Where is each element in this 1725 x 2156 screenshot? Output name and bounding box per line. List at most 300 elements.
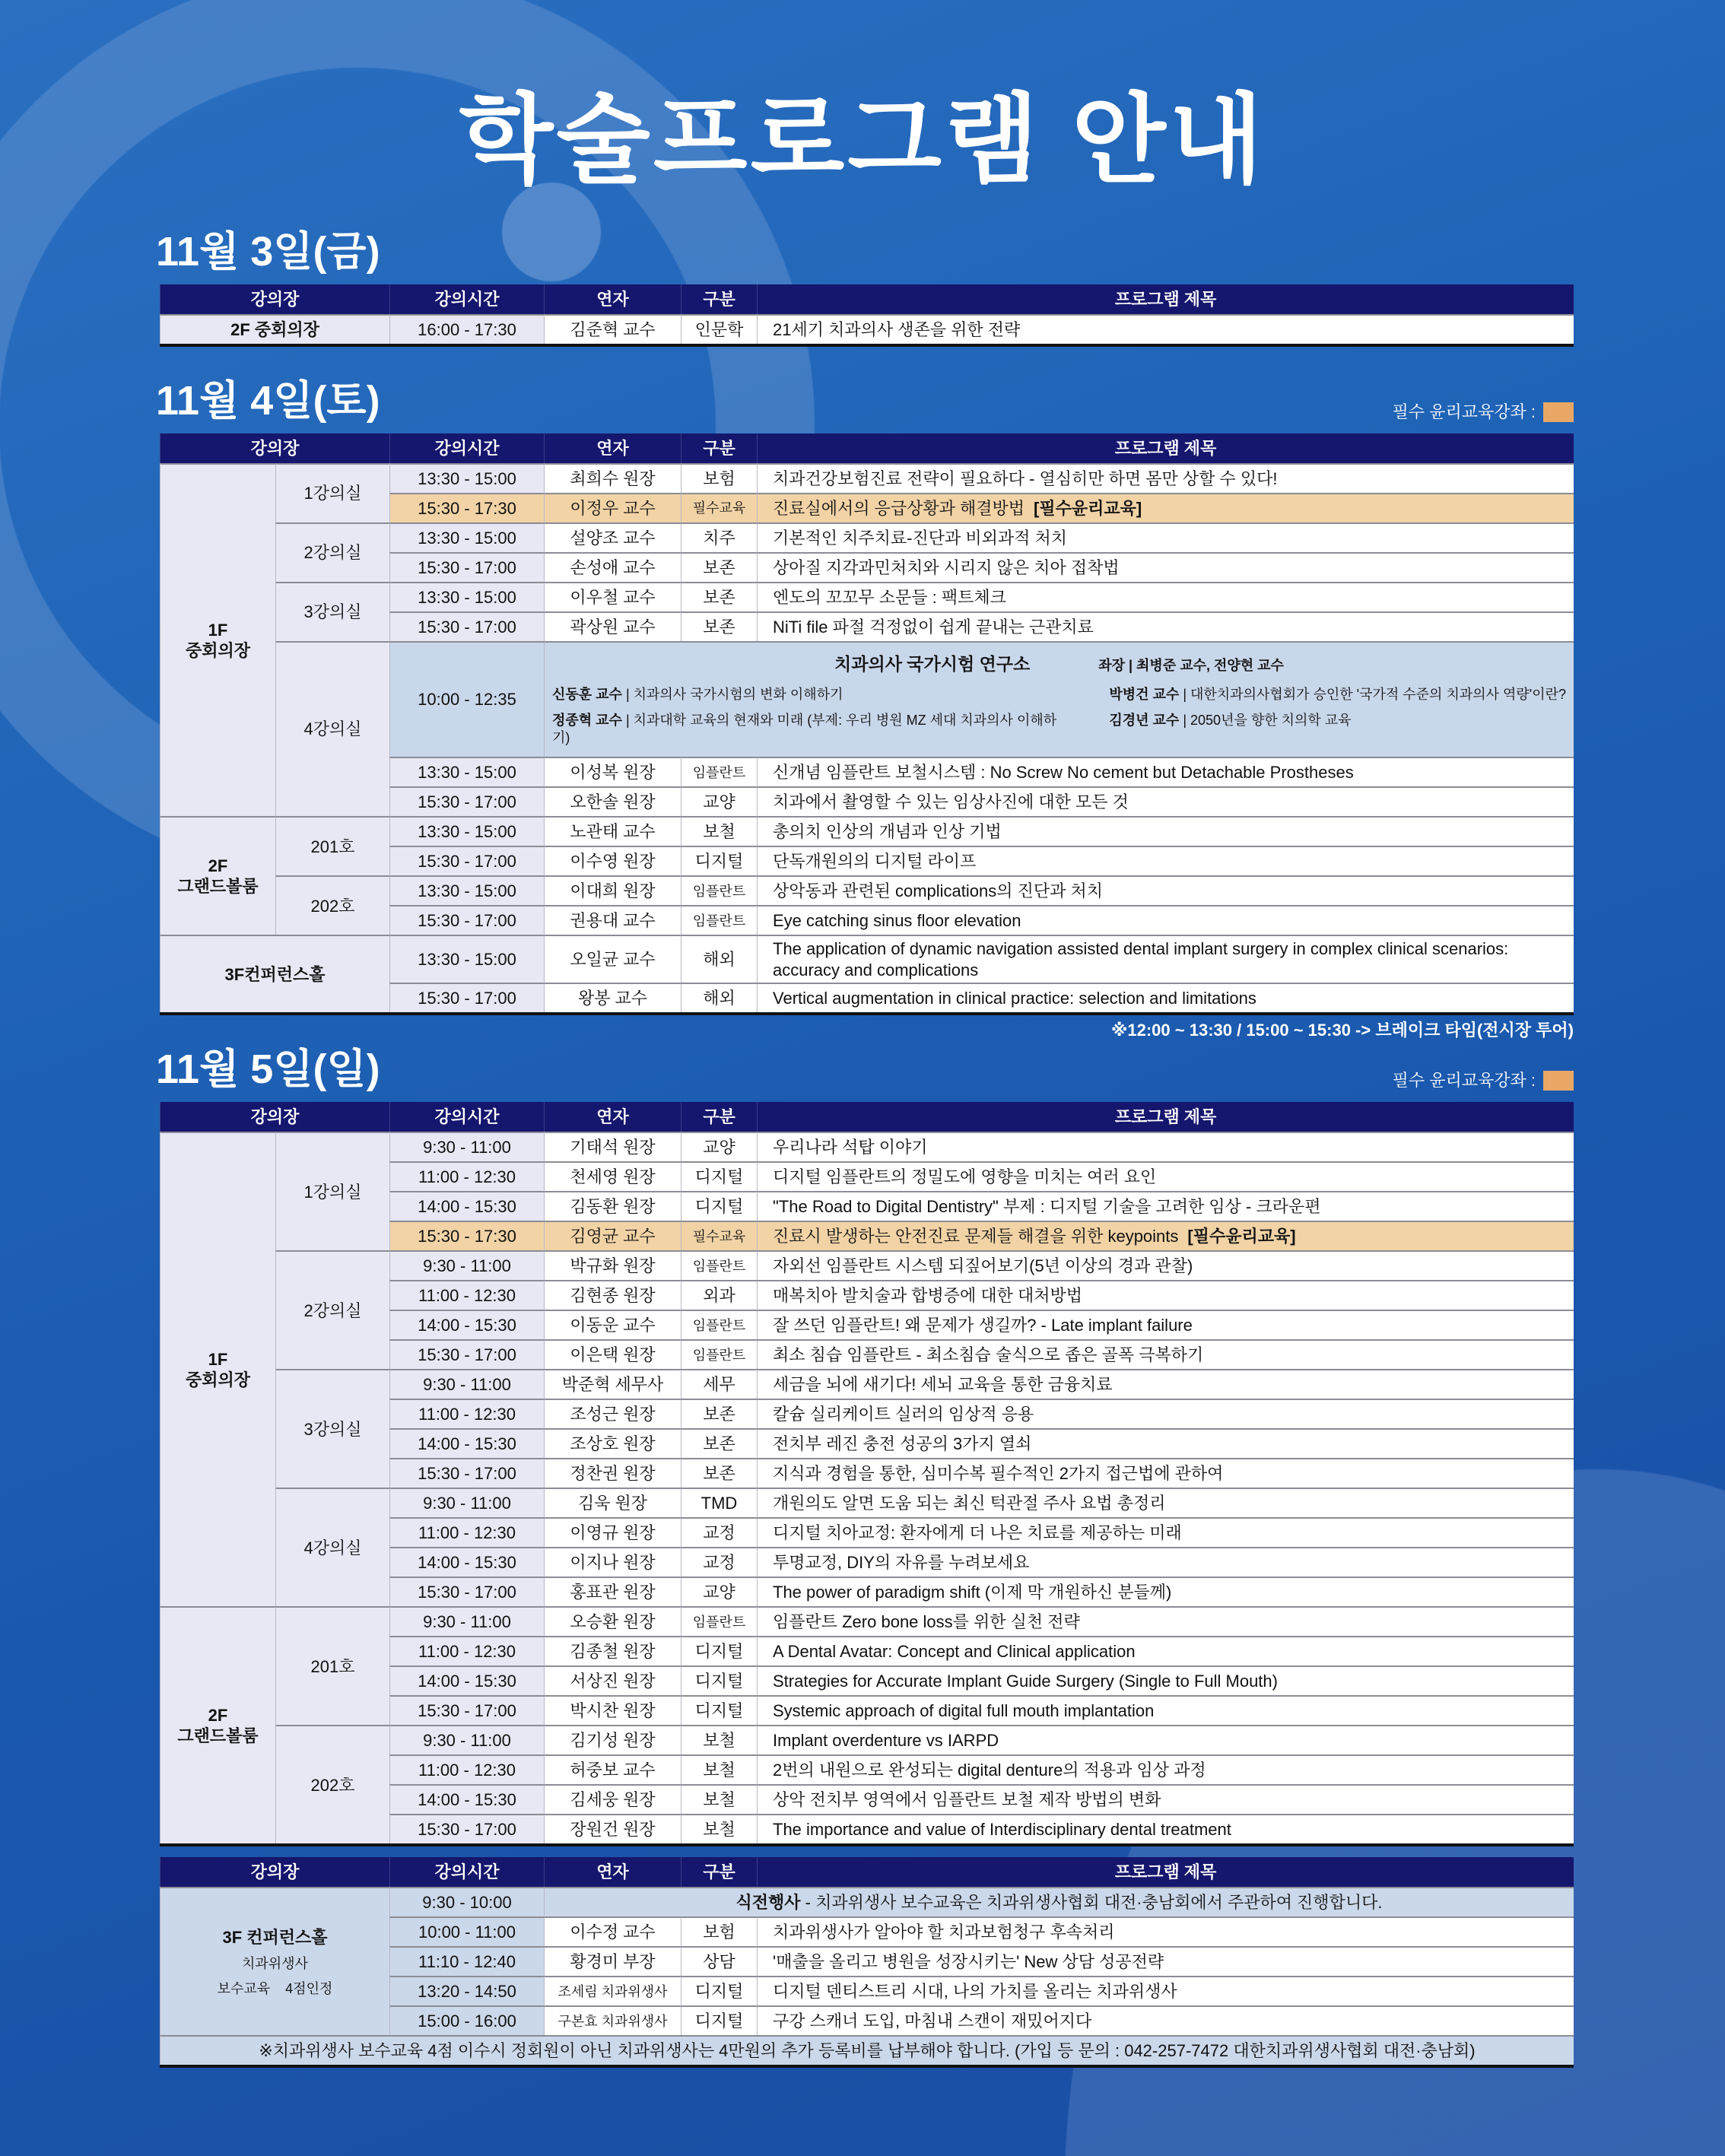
program-title: 단독개원의의 디지털 라이프 xyxy=(773,852,977,871)
speaker-cell: 장원건 원장 xyxy=(544,1814,681,1843)
venue-name: 1F xyxy=(208,1349,228,1369)
speaker-cell: 이대희 원장 xyxy=(544,875,681,905)
program-title-cell xyxy=(757,983,1574,1012)
program-title-wrap xyxy=(773,792,1129,813)
type-cell: 보철 xyxy=(681,1725,757,1754)
venue-cell xyxy=(160,1132,275,1606)
program-title: "The Road to Digital Dentistry" 부제 : 디지털 기술을 고려한 임상 - 크라운편 xyxy=(773,1197,1321,1216)
venue-name: 2F xyxy=(208,856,228,875)
program-title: 디지털 덴티스트리 시대, 나의 가치를 올리는 치과위생사 xyxy=(773,1982,1177,2001)
speaker-cell: 곽상원 교수 xyxy=(544,611,681,641)
time-cell: 11:00 - 12:30 xyxy=(389,1399,544,1428)
symposium-talk xyxy=(552,712,1063,746)
column-header: 연자 xyxy=(544,433,681,463)
program-title-cell xyxy=(757,611,1574,641)
program-title: 우리나라 석탑 이야기 xyxy=(773,1138,928,1157)
speaker-cell: 서상진 원장 xyxy=(544,1665,681,1695)
type-cell: 해외 xyxy=(681,983,757,1012)
type-cell: 교양 xyxy=(681,1132,757,1161)
time-cell: 14:00 - 15:30 xyxy=(389,1191,544,1221)
speaker-cell: 이은택 원장 xyxy=(544,1339,681,1369)
program-title-cell xyxy=(757,1369,1574,1399)
time-cell: 11:00 - 12:30 xyxy=(389,1754,544,1784)
venue-cell xyxy=(160,1606,275,1843)
column-header: 프로그램 제목 xyxy=(757,433,1574,463)
day-heading: 11월 5일(일) xyxy=(156,1046,380,1093)
column-header: 강의시간 xyxy=(389,284,544,314)
time-cell: 15:30 - 17:30 xyxy=(389,1221,544,1250)
program-title-wrap xyxy=(773,1671,1278,1692)
venue-name: 중회의장 xyxy=(185,1370,250,1390)
program-title: 디지털 임플란트의 정밀도에 영향을 미치는 여러 요인 xyxy=(773,1167,1157,1186)
program-title: 구강 스캐너 도입, 마침내 스캔이 재밌어지다 xyxy=(773,2012,1092,2031)
ethics-label: 필수 윤리교육강좌 : xyxy=(1392,402,1536,421)
time-cell: 15:30 - 17:00 xyxy=(389,1695,544,1725)
program-title-cell xyxy=(757,1161,1574,1191)
column-header: 구분 xyxy=(681,1857,757,1887)
program-title-wrap xyxy=(773,1730,999,1751)
program-title-cell xyxy=(757,905,1574,935)
type-cell: 임플란트 xyxy=(681,1606,757,1636)
program-title-wrap xyxy=(773,881,1103,902)
program-title-wrap xyxy=(773,1256,1193,1277)
time-cell: 15:30 - 17:00 xyxy=(389,905,544,935)
ethics-tag: [필수윤리교육] xyxy=(1187,1227,1296,1246)
program-title-wrap xyxy=(773,1167,1156,1188)
program-title: 치과위생사가 알아야 할 치과보험청구 후속처리 xyxy=(773,1923,1115,1942)
schedule-table-nov3 xyxy=(160,284,1574,347)
type-cell: 디지털 xyxy=(681,2005,757,2035)
page-title: 학술프로그램 안내 xyxy=(459,86,1266,195)
program-title-wrap xyxy=(773,1552,1029,1573)
ethics-swatch xyxy=(1543,402,1574,422)
type-cell: 임플란트 xyxy=(681,1310,757,1339)
program-title: 진료실에서의 응급상황과 해결방법 xyxy=(773,498,1025,518)
talk-speaker: 박병건 교수 xyxy=(1109,686,1180,702)
venue-sub: 보수교육 4점인정 xyxy=(217,1980,333,1996)
time-cell: 15:30 - 17:00 xyxy=(389,611,544,641)
program-title-cell xyxy=(757,1221,1574,1250)
time-cell: 15:30 - 17:00 xyxy=(389,1814,544,1843)
program-title: 엔도의 꼬꼬무 소문들 : 팩트체크 xyxy=(773,587,1006,607)
type-cell: 치주 xyxy=(681,522,757,552)
venue-name: 2F xyxy=(208,1705,228,1725)
venue-cell xyxy=(160,463,275,816)
program-title-cell xyxy=(757,1814,1574,1843)
room-cell: 2강의실 xyxy=(275,522,389,582)
column-header: 강의시간 xyxy=(389,1102,544,1132)
speaker-cell: 기태석 원장 xyxy=(544,1132,681,1161)
program-title-cell xyxy=(757,786,1574,816)
program-title: 신개념 임플란트 보철시스템 : No Screw No cement but Detachable Prostheses xyxy=(773,763,1354,782)
time-cell: 11:10 - 12:40 xyxy=(389,1946,544,1976)
time-cell: 11:00 - 12:30 xyxy=(389,1517,544,1547)
room-cell: 2강의실 xyxy=(275,1250,389,1369)
program-title: 상악 전치부 영역에서 임플란트 보철 제작 방법의 변화 xyxy=(773,1790,1161,1809)
symposium-talk xyxy=(1109,712,1566,746)
type-cell: 교양 xyxy=(681,1577,757,1606)
opening-event xyxy=(736,1892,1383,1913)
column-header: 프로그램 제목 xyxy=(757,284,1574,314)
type-cell: 임플란트 xyxy=(681,875,757,905)
program-title-cell xyxy=(757,1946,1574,1976)
type-cell: 인문학 xyxy=(681,314,757,344)
room-cell: 201호 xyxy=(275,816,389,875)
program-title-cell xyxy=(757,1517,1574,1547)
day-header xyxy=(156,377,1574,424)
program-title: 투명교정, DIY의 자유를 누려보세요 xyxy=(773,1553,1030,1572)
time-cell: 15:30 - 17:30 xyxy=(389,493,544,522)
symposium-header xyxy=(834,653,1284,675)
ethics-label: 필수 윤리교육강좌 : xyxy=(1392,1071,1536,1091)
program-title-wrap xyxy=(773,1285,1082,1307)
program-title-cell xyxy=(757,1310,1574,1339)
type-cell: 해외 xyxy=(681,935,757,983)
program-title-wrap xyxy=(773,1463,1223,1484)
program-title-wrap xyxy=(773,557,1120,579)
time-cell: 16:00 - 17:30 xyxy=(389,314,544,344)
type-cell: 임플란트 xyxy=(681,1339,757,1369)
program-title-wrap xyxy=(773,617,1094,638)
program-title-cell xyxy=(757,1547,1574,1577)
program-title-cell xyxy=(757,522,1574,552)
time-cell: 9:30 - 11:00 xyxy=(389,1132,544,1161)
program-title-cell xyxy=(757,1250,1574,1280)
talk-topic: | 치과대학 교육의 현재와 미래 (부제: 우리 병원 MZ 세대 치과의사 이해하기) xyxy=(552,713,1057,745)
program-title-wrap xyxy=(773,851,976,872)
speaker-cell: 조세림 치과위생사 xyxy=(544,1976,681,2005)
program-title: 치과건강보험진료 전략이 필요하다 - 열심히만 하면 몸만 상할 수 있다! xyxy=(773,468,1278,488)
program-title-wrap xyxy=(773,1523,1182,1544)
program-title-cell xyxy=(757,493,1574,522)
opening-event-label: 식전행사 xyxy=(735,1893,801,1912)
speaker-cell: 허중보 교수 xyxy=(544,1754,681,1784)
time-cell: 13:30 - 15:00 xyxy=(389,816,544,846)
type-cell: 보존 xyxy=(681,552,757,582)
type-cell: 디지털 xyxy=(681,1665,757,1695)
time-cell: 13:20 - 14:50 xyxy=(389,1976,544,2005)
type-cell: 임플란트 xyxy=(681,757,757,786)
room-cell: 201호 xyxy=(275,1606,389,1725)
time-cell: 15:30 - 17:00 xyxy=(389,1577,544,1606)
time-cell: 11:00 - 12:30 xyxy=(389,1280,544,1310)
time-cell: 13:30 - 15:00 xyxy=(389,875,544,905)
program-title: The application of dynamic navigation assisted dental implant surgery in complex clinical scenarios: accuracy and complications xyxy=(773,939,1509,980)
type-cell: TMD xyxy=(681,1488,757,1517)
type-cell: 보험 xyxy=(681,463,757,493)
break-time-note: ※12:00 ~ 13:30 / 15:00 ~ 15:30 -> 브레이크 타임(전시장 투어) xyxy=(1111,1021,1574,1040)
program-title: 세금을 뇌에 새기다! 세뇌 교육을 통한 금융치료 xyxy=(773,1375,1113,1394)
venue-name: 3F컨퍼런스홀 xyxy=(224,964,326,984)
talk-topic: | 치과의사 국가시험의 변화 이해하기 xyxy=(625,686,843,702)
program-title-cell xyxy=(757,463,1574,493)
talk-topic: | 2050년을 향한 치의학 교육 xyxy=(1183,713,1352,729)
program-title-cell xyxy=(757,1428,1574,1458)
program-title-wrap xyxy=(773,468,1278,490)
time-cell: 14:00 - 15:30 xyxy=(389,1784,544,1814)
type-cell: 보철 xyxy=(681,1814,757,1843)
speaker-cell: 천세영 원장 xyxy=(544,1161,681,1191)
type-cell: 보존 xyxy=(681,1399,757,1428)
program-title: NiTi file 파절 걱정없이 쉽게 끝내는 근관치료 xyxy=(773,617,1094,637)
type-cell: 보험 xyxy=(681,1916,757,1946)
program-title: 전치부 레진 충전 성공의 3가지 열쇠 xyxy=(773,1434,1032,1453)
type-cell: 보존 xyxy=(681,582,757,611)
talk-topic: | 대한치과의사협회가 승인한 '국가적 수준의 치과의사 역량'이란? xyxy=(1183,686,1566,702)
speaker-cell: 김영균 교수 xyxy=(544,1221,681,1250)
program-title-cell xyxy=(757,757,1574,786)
speaker-cell: 설양조 교수 xyxy=(544,522,681,552)
speaker-cell: 홍표관 원장 xyxy=(544,1577,681,1606)
day-header xyxy=(156,228,1574,275)
day-heading: 11월 3일(금) xyxy=(156,229,380,275)
program-title-wrap xyxy=(773,1760,1206,1781)
program-title-cell xyxy=(757,1488,1574,1517)
program-title-wrap xyxy=(773,1315,1193,1336)
speaker-cell: 오한솔 원장 xyxy=(544,786,681,816)
speaker-cell: 손성애 교수 xyxy=(544,552,681,582)
speaker-cell: 황경미 부장 xyxy=(544,1946,681,1976)
type-cell: 임플란트 xyxy=(681,1250,757,1280)
time-cell: 15:30 - 17:00 xyxy=(389,1339,544,1369)
program-title: 매복치아 발치술과 합병증에 대한 대처방법 xyxy=(773,1286,1082,1305)
program-title-wrap xyxy=(773,1196,1320,1218)
type-cell: 디지털 xyxy=(681,1695,757,1725)
time-cell: 13:30 - 15:00 xyxy=(389,757,544,786)
program-title-cell xyxy=(757,314,1574,344)
program-title-cell xyxy=(757,2005,1574,2035)
program-title-cell xyxy=(757,816,1574,846)
room-cell: 1강의실 xyxy=(275,463,389,522)
program-title-cell xyxy=(757,582,1574,611)
speaker-cell: 오일균 교수 xyxy=(544,935,681,983)
talk-speaker: 김경년 교수 xyxy=(1109,713,1180,729)
speaker-cell: 박준혁 세무사 xyxy=(544,1369,681,1399)
program-title-cell xyxy=(757,1976,1574,2005)
program-title-wrap xyxy=(773,821,1002,843)
program-title: 상아질 지각과민처치와 시리지 않은 치아 접착법 xyxy=(773,557,1120,577)
venue-cell xyxy=(160,816,275,935)
column-header: 강의장 xyxy=(160,433,389,463)
column-header: 연자 xyxy=(544,284,681,314)
speaker-cell: 오승환 원장 xyxy=(544,1606,681,1636)
program-title-cell xyxy=(757,1339,1574,1369)
program-title: '매출을 올리고 병원을 성장시키는' New 상담 성공전략 xyxy=(773,1952,1164,1971)
type-cell: 보존 xyxy=(681,1428,757,1458)
program-title-wrap xyxy=(773,1493,1165,1514)
symposium-chair: 좌장 | 최병준 교수, 전양현 교수 xyxy=(1098,658,1284,673)
type-cell: 세무 xyxy=(681,1369,757,1399)
time-cell: 9:30 - 11:00 xyxy=(389,1606,544,1636)
type-cell: 디지털 xyxy=(681,1976,757,2005)
speaker-cell: 노관태 교수 xyxy=(544,816,681,846)
day-heading: 11월 4일(토) xyxy=(156,378,380,424)
program-title-wrap xyxy=(773,762,1354,783)
program-title: 칼슘 실리케이트 실러의 임상적 응용 xyxy=(773,1405,1034,1424)
program-title-wrap xyxy=(773,938,1569,980)
time-cell: 9:30 - 11:00 xyxy=(389,1488,544,1517)
time-cell: 14:00 - 15:30 xyxy=(389,1310,544,1339)
program-title-cell xyxy=(757,1577,1574,1606)
time-cell: 9:30 - 11:00 xyxy=(389,1725,544,1754)
time-cell: 9:30 - 10:00 xyxy=(389,1887,544,1916)
speaker-cell: 이우철 교수 xyxy=(544,582,681,611)
program-title-cell xyxy=(757,846,1574,875)
venue-name: 그랜드볼룸 xyxy=(177,877,259,897)
symposium-title: 치과의사 국가시험 연구소 xyxy=(834,654,1031,674)
ethics-legend xyxy=(1393,402,1574,423)
speaker-cell: 김기성 원장 xyxy=(544,1725,681,1754)
type-cell: 임플란트 xyxy=(681,905,757,935)
speaker-cell: 조성근 원장 xyxy=(544,1399,681,1428)
venue-name: 중회의장 xyxy=(185,641,250,661)
program-title: Implant overdenture vs IARPD xyxy=(773,1731,999,1750)
type-cell: 보존 xyxy=(681,1458,757,1488)
speaker-cell: 김현종 원장 xyxy=(544,1280,681,1310)
program-title-cell xyxy=(757,1132,1574,1161)
program-title: 자외선 임플란트 시스템 되짚어보기(5년 이상의 경과 관찰) xyxy=(773,1256,1193,1275)
program-title-cell xyxy=(757,1191,1574,1221)
program-title-wrap xyxy=(773,587,1006,608)
type-cell: 디지털 xyxy=(681,1161,757,1191)
program-title-wrap xyxy=(773,1700,1154,1722)
program-title-wrap xyxy=(773,1819,1231,1840)
time-cell: 15:30 - 17:00 xyxy=(389,983,544,1012)
speaker-cell: 박시찬 원장 xyxy=(544,1695,681,1725)
time-cell: 15:30 - 17:00 xyxy=(389,552,544,582)
time-cell: 10:00 - 11:00 xyxy=(389,1916,544,1946)
program-title: The power of paradigm shift (이제 막 개원하신 분들께) xyxy=(773,1583,1172,1602)
day-header xyxy=(156,1046,1574,1093)
program-title: 진료시 발생하는 안전진료 문제들 해결을 위한 keypoints xyxy=(773,1227,1179,1246)
speaker-cell: 김종철 원장 xyxy=(544,1636,681,1665)
program-title-cell xyxy=(757,935,1574,983)
type-cell: 디지털 xyxy=(681,1636,757,1665)
time-cell: 14:00 - 15:30 xyxy=(389,1547,544,1577)
speaker-cell: 구본효 치과위생사 xyxy=(544,2005,681,2035)
speaker-cell: 이동운 교수 xyxy=(544,1310,681,1339)
time-cell: 13:30 - 15:00 xyxy=(389,935,544,983)
symposium-talk xyxy=(1109,686,1566,703)
venue-name: 2F 중회의장 xyxy=(230,319,319,339)
column-header: 프로그램 제목 xyxy=(757,1857,1574,1887)
type-cell: 외과 xyxy=(681,1280,757,1310)
program-title: 기본적인 치주치료-진단과 비외과적 처치 xyxy=(773,528,1067,548)
time-cell: 15:30 - 17:00 xyxy=(389,846,544,875)
program-title-cell xyxy=(757,1916,1574,1946)
time-cell: 13:30 - 15:00 xyxy=(389,582,544,611)
speaker-cell: 김세웅 원장 xyxy=(544,1784,681,1814)
program-title-wrap xyxy=(773,1404,1034,1425)
room-cell: 202호 xyxy=(275,1725,389,1843)
speaker-cell: 왕봉 교수 xyxy=(544,983,681,1012)
speaker-cell: 이성복 원장 xyxy=(544,757,681,786)
time-cell: 11:00 - 12:30 xyxy=(389,1161,544,1191)
program-title-wrap xyxy=(773,528,1067,549)
time-cell: 15:30 - 17:00 xyxy=(389,1458,544,1488)
type-cell: 보철 xyxy=(681,816,757,846)
speaker-cell: 권용대 교수 xyxy=(544,905,681,935)
program-title-wrap xyxy=(773,1137,928,1158)
time-cell: 15:00 - 16:00 xyxy=(389,2005,544,2035)
program-title: 개원의도 알면 도움 되는 최신 턱관절 주사 요법 총정리 xyxy=(773,1494,1166,1513)
type-cell: 디지털 xyxy=(681,1191,757,1221)
type-cell: 상담 xyxy=(681,1946,757,1976)
program-title: 최소 침습 임플란트 - 최소침습 술식으로 좁은 골폭 극복하기 xyxy=(773,1345,1204,1364)
speaker-cell: 조상호 원장 xyxy=(544,1428,681,1458)
room-cell: 1강의실 xyxy=(275,1132,389,1250)
speaker-cell: 정찬권 원장 xyxy=(544,1458,681,1488)
venue-sub: 치과위생사 xyxy=(242,1956,308,1971)
program-title: 21세기 치과의사 생존을 위한 전략 xyxy=(773,319,1021,339)
program-title-cell xyxy=(757,1665,1574,1695)
room-cell: 3강의실 xyxy=(275,582,389,641)
talk-speaker: 정종혁 교수 xyxy=(552,713,622,729)
symposium-cell xyxy=(544,641,1574,757)
column-header: 강의장 xyxy=(160,1102,389,1132)
venue-cell xyxy=(160,935,389,1012)
column-header: 구분 xyxy=(681,1102,757,1132)
room-cell: 4강의실 xyxy=(275,1488,389,1606)
ethics-legend xyxy=(1393,1070,1574,1091)
type-cell: 보철 xyxy=(681,1784,757,1814)
room-cell: 3강의실 xyxy=(275,1369,389,1488)
program-title-cell xyxy=(757,552,1574,582)
type-cell: 필수교육 xyxy=(681,493,757,522)
opening-event-cell xyxy=(544,1887,1574,1916)
program-title-cell xyxy=(757,1280,1574,1310)
opening-event-text: - 치과위생사 보수교육은 치과위생사협회 대전·충남회에서 주관하여 진행합니다. xyxy=(800,1893,1383,1912)
column-header: 연자 xyxy=(544,1857,681,1887)
program-title-wrap xyxy=(773,1434,1031,1455)
program-title: 디지털 치아교정: 환자에게 더 나은 치료를 제공하는 미래 xyxy=(773,1523,1182,1542)
program-title: 총의치 인상의 개념과 인상 기법 xyxy=(773,822,1002,841)
program-title-cell xyxy=(757,1784,1574,1814)
program-title-wrap xyxy=(773,498,1142,519)
program-title: 상악동과 관련된 complications의 진단과 처치 xyxy=(773,881,1104,900)
column-header: 강의시간 xyxy=(389,1857,544,1887)
time-cell: 9:30 - 11:00 xyxy=(389,1250,544,1280)
time-cell: 9:30 - 11:00 xyxy=(389,1369,544,1399)
time-cell: 10:00 - 12:35 xyxy=(389,641,544,757)
hygienist-table xyxy=(160,1857,1574,2068)
column-header: 구분 xyxy=(681,284,757,314)
venue-name: 3F 컨퍼런스홀 xyxy=(222,1927,328,1947)
column-header: 구분 xyxy=(681,433,757,463)
program-title-cell xyxy=(757,1695,1574,1725)
program-title: 지식과 경험을 통한, 심미수복 필수적인 2가지 접근법에 관하여 xyxy=(773,1464,1224,1483)
type-cell: 교정 xyxy=(681,1517,757,1547)
program-title: 임플란트 Zero bone loss를 위한 실천 전략 xyxy=(773,1612,1080,1631)
program-title: 치과에서 촬영할 수 있는 임상사진에 대한 모든 것 xyxy=(773,792,1129,811)
type-cell: 보존 xyxy=(681,611,757,641)
speaker-cell: 김동환 원장 xyxy=(544,1191,681,1221)
talk-speaker: 신동훈 교수 xyxy=(552,686,622,702)
type-cell: 교정 xyxy=(681,1547,757,1577)
footnote-cell: ※치과위생사 보수교육 4점 이수시 정회원이 아닌 치과위생사는 4만원의 추가 등록비를 납부해야 합니다. (가입 등 문의 : 042-257-7472 대한치과위생사협회 대전·충남회) xyxy=(160,2035,1574,2065)
time-cell: 14:00 - 15:30 xyxy=(389,1665,544,1695)
program-title-wrap xyxy=(773,319,1020,341)
speaker-cell: 김준혁 교수 xyxy=(544,314,681,344)
speaker-cell: 최희수 원장 xyxy=(544,463,681,493)
program-title-wrap xyxy=(773,1789,1161,1811)
program-title-wrap xyxy=(773,1226,1296,1247)
speaker-cell: 박규화 원장 xyxy=(544,1250,681,1280)
speaker-cell: 이정우 교수 xyxy=(544,493,681,522)
program-title-wrap xyxy=(773,910,1021,932)
program-title: Eye catching sinus floor elevation xyxy=(773,911,1021,930)
speaker-cell: 이지나 원장 xyxy=(544,1547,681,1577)
